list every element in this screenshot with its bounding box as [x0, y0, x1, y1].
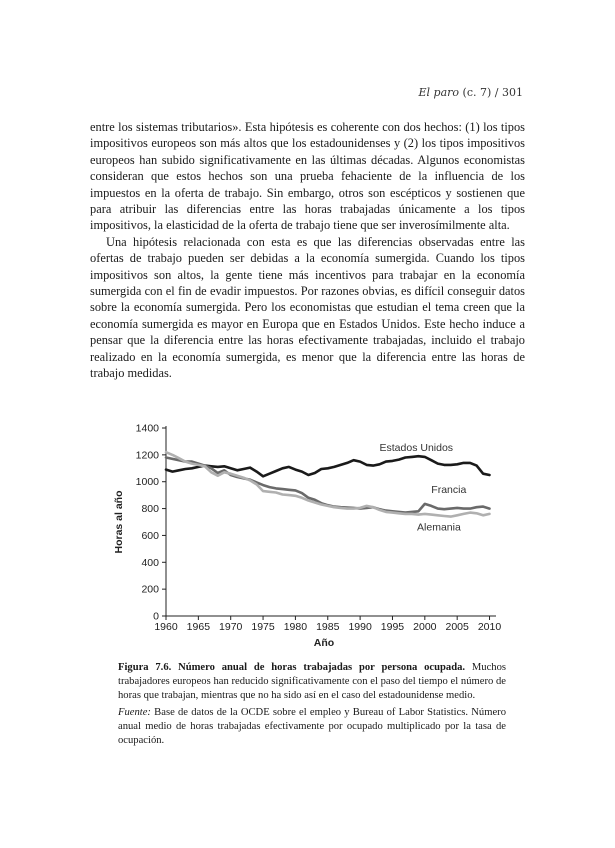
series-label-alemania: Alemania: [417, 521, 461, 534]
figure-caption: [118, 661, 506, 752]
x-tick-label: 2000: [413, 621, 437, 633]
y-tick-label: 1400: [135, 422, 159, 435]
paragraph-2: Una hipótesis relacionada con esta es que las diferencias observadas entre las ofertas de trabajo pueden ser debidas a la economía sumergida. Cuando los tipos impositivos son altos, la gente tiene más incentivos para trabajar en la economía sumergida con el fin de evadir impuestos. Por razones obvias, es difícil conseguir datos sobre la economía sumergida. Pero los economistas que estudian el tema creen que la economía sumergida es mayor en Europa que en Estados Unidos. Este hecho induce a pensar que la diferencia entre las horas efectivamente trabajadas, incluido el trabajo realizado en la economía sumergida, es menor que la diferencia entre las horas de trabajo medidas.: [90, 234, 525, 381]
figure-chart: [100, 418, 510, 658]
y-tick-label: 600: [141, 529, 159, 542]
paragraph-1: entre los sistemas tributarios». Esta hipótesis es coherente con dos hechos: (1) los tipos impositivos europeos son más altos que los estadounidenses y (2) los tipos impositivos europeos han subido significativamente en las últimas décadas. Algunos economistas consideran que estos hechos son una prueba fehaciente de la influencia de los impuestos en la oferta de trabajo. Sin embargo, otros son escépticos y sostienen que para atribuir las diferencias entre las horas trabajadas únicamente a los tipos impositivos, la elasticidad de la oferta de trabajo tiene que ser inverosímilmente alta.: [90, 120, 525, 233]
x-tick-label: 1980: [283, 621, 308, 633]
running-title: El paro: [418, 86, 460, 99]
x-tick-label: 1985: [316, 621, 340, 633]
series-label-estados-unidos: Estados Unidos: [379, 441, 454, 454]
body-text: [90, 119, 525, 382]
source-label: Fuente:: [118, 707, 151, 719]
figure-text: Muchos trabajadores europeos han reducido significativamente con el paso del tiempo el número de horas que trabajan, mientras que no ha sido así en el caso del estadounidense medio.: [118, 662, 506, 702]
y-tick-label: 200: [141, 583, 159, 596]
page-number: 301: [502, 86, 523, 99]
x-tick-label: 1995: [380, 621, 405, 633]
y-tick-label: 1000: [135, 476, 159, 489]
x-tick-label: 2010: [477, 621, 502, 633]
chart-svg: [100, 418, 510, 658]
x-tick-label: 1975: [251, 621, 275, 633]
header-separator: /: [494, 86, 499, 99]
source-text: Base de datos de la OCDE sobre el empleo y Bureau of Labor Statistics. Número anual medio de horas trabajadas efectivamente por ocupado multiplicado por la tasa de ocupación.: [118, 707, 506, 747]
y-tick-label: 0: [153, 610, 159, 623]
series-label-francia: Francia: [431, 484, 467, 497]
figure-title: Figura 7.6. Número anual de horas trabajadas por persona ocupada.: [118, 662, 466, 673]
y-tick-label: 1200: [135, 449, 159, 462]
x-axis-label: Año: [313, 637, 335, 649]
x-tick-label: 1970: [219, 621, 243, 633]
running-header: [419, 86, 524, 99]
x-tick-label: 2005: [445, 621, 469, 633]
y-axis-label: Horas al año: [113, 490, 125, 554]
y-tick-label: 800: [141, 503, 159, 516]
y-tick-label: 400: [141, 556, 159, 569]
x-tick-label: 1990: [348, 621, 372, 633]
chapter-ref: (c. 7): [462, 86, 492, 99]
x-tick-label: 1960: [154, 621, 178, 633]
x-tick-label: 1965: [186, 621, 211, 633]
